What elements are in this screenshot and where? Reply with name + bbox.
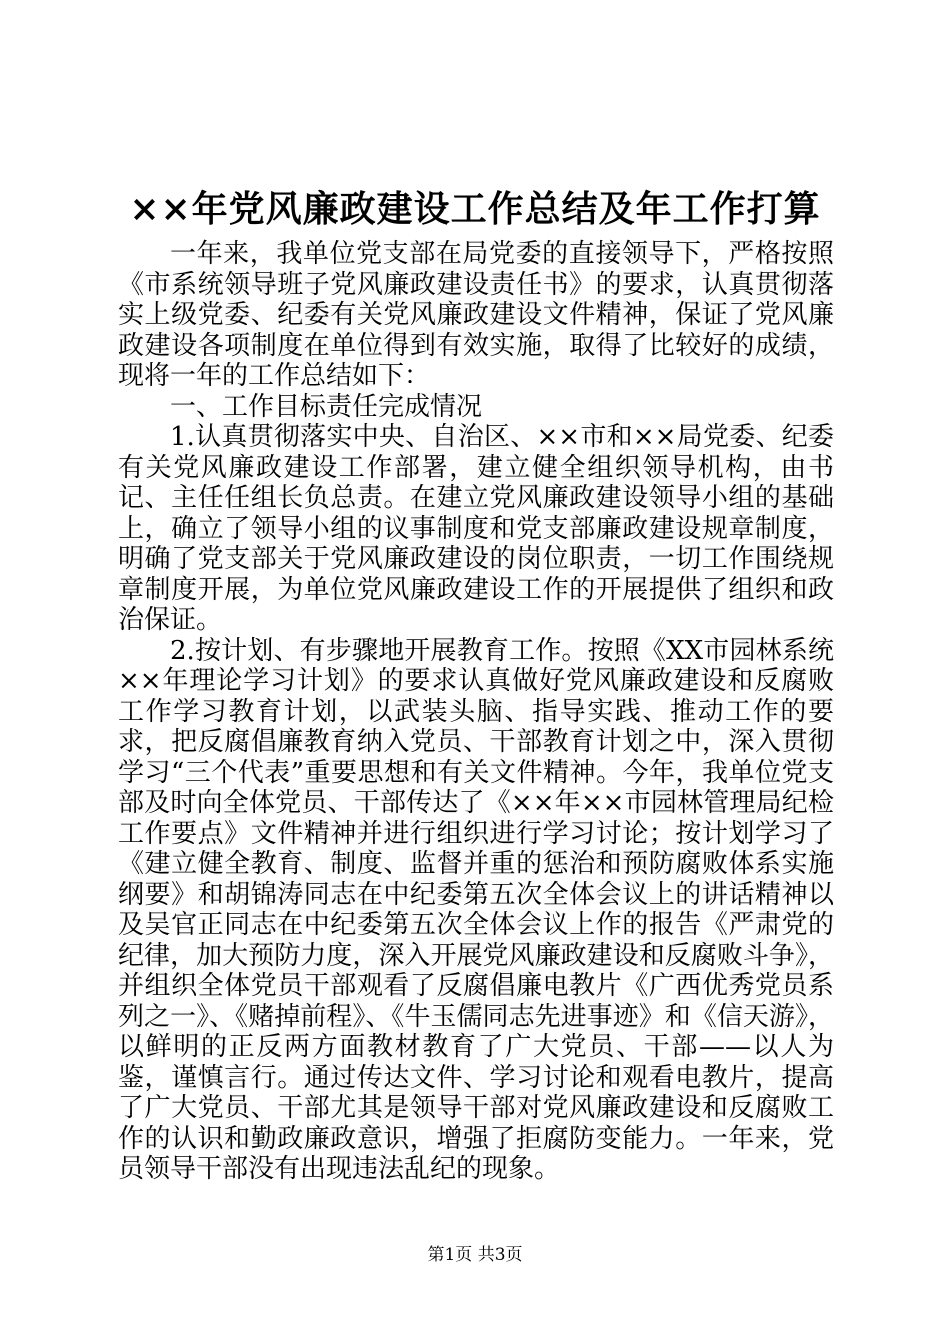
paragraph-intro: 一年来，我单位党支部在局党委的直接领导下，严格按照《市系统领导班子党风廉政建设责任书》的要求，认真贯彻落实上级党委、纪委有关党风廉政建设文件精神，保证了党风廉政建设各项制度在单位得到有效实施，取得了比较好的成绩，现将一年的工作总结如下： xyxy=(118,239,834,391)
document-body xyxy=(118,239,834,1185)
document-title: ××年党风廉政建设工作总结及年工作打算 xyxy=(129,188,821,230)
section-heading: 一、工作目标责任完成情况 xyxy=(170,391,483,422)
paragraph-item-2: 2.按计划、有步骤地开展教育工作。按照《XX市园林系统××年理论学习计划》的要求认真做好党风廉政建设和反腐败工作学习教育计划，以武装头脑、指导实践、推动工作的要求，把反腐倡廉教育纳入党员、干部教育计划之中，深入贯彻学习“三个代表”重要思想和有关文件精神。今年，我单位党支部及时向全体党员、干部传达了《××年××市园林管理局纪检工作要点》文件精神并进行组织进行学习讨论；按计划学习了《建立健全教育、制度、监督并重的惩治和预防腐败体系实施纲要》和胡锦涛同志在中纪委第五次全体会议上的讲话精神以及吴官正同志在中纪委第五次全体会议上作的报告《严肃党的纪律，加大预防力度，深入开展党风廉政建设和反腐败斗争》，并组织全体党员干部观看了反腐倡廉电教片《广西优秀党员系列之一》、《赌掉前程》、《牛玉儒同志先进事迹》和《信天游》，以鲜明的正反两方面教材教育了广大党员、干部——以人为鉴，谨慎言行。通过传达文件、学习讨论和观看电教片，提高了广大党员、干部尤其是领导干部对党风廉政建设和反腐败工作的认识和勤政廉政意识，增强了拒腐防变能力。一年来，党员领导干部没有出现违法乱纪的现象。 xyxy=(118,635,834,1184)
page-footer: 第1页 共3页 xyxy=(427,1245,523,1265)
paragraph-item-1: 1.认真贯彻落实中央、自治区、××市和××局党委、纪委有关党风廉政建设工作部署，建立健全组织领导机构，由书记、主任任组长负总责。在建立党风廉政建设领导小组的基础上，确立了领导小组的议事制度和党支部廉政建设规章制度，明确了党支部关于党风廉政建设的岗位职责，一切工作围绕规章制度开展，为单位党风廉政建设工作的开展提供了组织和政治保证。 xyxy=(118,422,834,635)
